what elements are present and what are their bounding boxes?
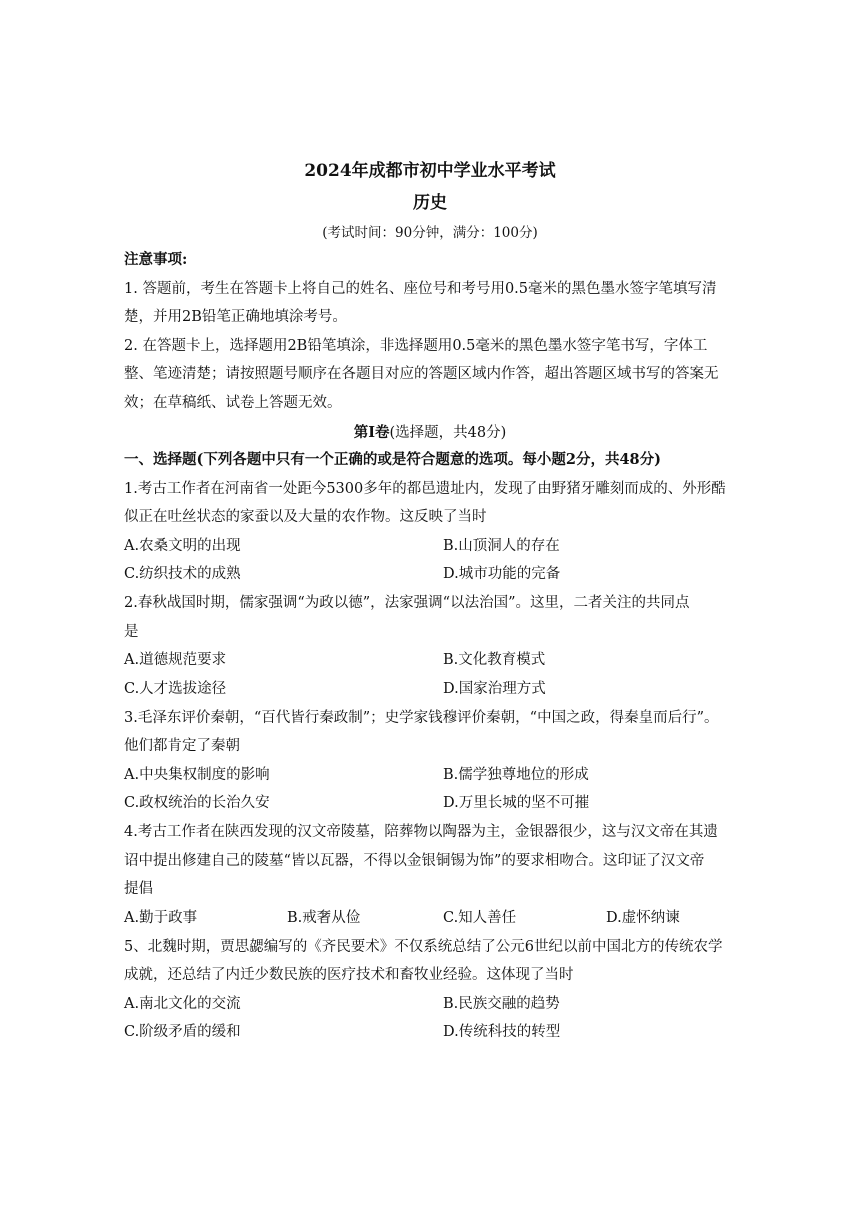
q3-stem-line-1: 3.毛泽东评价秦朝，“百代皆行秦政制”；史学家钱穆评价秦朝，“中国之政，得秦皇而后行”。 [124, 710, 719, 726]
q1-option-a: A.农桑文明的出现 [124, 538, 241, 554]
exam-subject: 历史 [413, 193, 447, 213]
q2-option-b: B.文化教育模式 [443, 652, 546, 668]
q2-option-a: A.道德规范要求 [124, 652, 227, 668]
notes-heading: 注意事项: [124, 251, 188, 268]
notes-item-2-line-1: 2. 在答题卡上，选择题用2B铅笔填涂，非选择题用0.5毫米的黑色墨水签字笔书写，字体工 [124, 338, 708, 354]
q1-option-d: D.城市功能的完备 [443, 566, 561, 582]
volume-subtitle: (选择题，共48分) [389, 425, 507, 441]
q3-option-b: B.儒学独尊地位的形成 [443, 767, 589, 783]
q3-option-d: D.万里长城的坚不可摧 [443, 795, 590, 811]
q2-option-c: C.人才选拔途径 [124, 681, 227, 697]
q1-option-b: B.山顶洞人的存在 [443, 538, 560, 554]
q4-option-b: B.戒奢从俭 [287, 910, 361, 926]
q5-stem-line-1: 5、北魏时期，贾思勰编写的《齐民要术》不仅系统总结了公元6世纪以前中国北方的传统农学 [124, 939, 723, 955]
q1-stem-line-2: 似正在吐丝状态的家蚕以及大量的农作物。这反映了当时 [124, 509, 487, 525]
q5-option-d: D.传统科技的转型 [443, 1024, 561, 1040]
q2-stem-line-2: 是 [124, 624, 139, 640]
q5-option-a: A.南北文化的交流 [124, 996, 241, 1012]
q1-option-c: C.纺织技术的成熟 [124, 566, 241, 582]
q3-stem-line-2: 他们都肯定了秦朝 [124, 738, 240, 754]
q4-stem-line-3: 提倡 [124, 881, 153, 897]
notes-item-1-line-1: 1. 答题前，考生在答题卡上将自己的姓名、座位号和考号用0.5毫米的黑色墨水签字笔填写清 [124, 281, 717, 297]
q2-option-d: D.国家治理方式 [443, 681, 546, 697]
exam-info: (考试时间：90分钟，满分：100分) [322, 225, 538, 241]
notes-item-2-line-2: 整、笔迹清楚；请按照题号顺序在各题目对应的答题区域内作答，超出答题区域书写的答案无 [124, 366, 719, 382]
exam-title: 2024年成都市初中学业水平考试 [304, 161, 556, 181]
q4-option-d: D.虚怀纳谏 [606, 910, 680, 926]
notes-item-2-line-3: 效；在草稿纸、试卷上答题无效。 [124, 395, 342, 411]
q4-option-c: C.知人善任 [443, 910, 517, 926]
volume-title: 第Ⅰ卷 [353, 424, 390, 441]
q3-option-a: A.中央集权制度的影响 [124, 767, 270, 783]
q5-stem-line-2: 成就，还总结了内迁少数民族的医疗技术和畜牧业经验。这体现了当时 [124, 967, 574, 983]
notes-item-1-line-2: 楚，并用2B铅笔正确地填涂考号。 [124, 309, 347, 325]
q5-option-b: B.民族交融的趋势 [443, 996, 560, 1012]
q4-stem-line-1: 4.考古工作者在陕西发现的汉文帝陵墓，陪葬物以陶器为主，金银器很少，这与汉文帝在其遗 [124, 824, 718, 840]
volume-heading [0, 421, 860, 442]
q4-stem-line-2: 诏中提出修建自己的陵墓“皆以瓦器，不得以金银铜锡为饰”的要求相吻合。这印证了汉文帝 [124, 853, 705, 869]
q2-stem-line-1: 2.春秋战国时期，儒家强调“为政以德”，法家强调“以法治国”。这里，二者关注的共同点 [124, 595, 690, 611]
q5-option-c: C.阶级矛盾的缓和 [124, 1024, 241, 1040]
section-1-heading: 一、选择题(下列各题中只有一个正确的或是符合题意的选项。每小题2分，共48分) [124, 451, 661, 468]
q3-option-c: C.政权统治的长治久安 [124, 795, 270, 811]
q4-option-a: A.勤于政事 [124, 910, 198, 926]
q1-stem-line-1: 1.考古工作者在河南省一处距今5300多年的都邑遗址内，发现了由野猪牙雕刻而成的、外形酷 [124, 481, 726, 497]
